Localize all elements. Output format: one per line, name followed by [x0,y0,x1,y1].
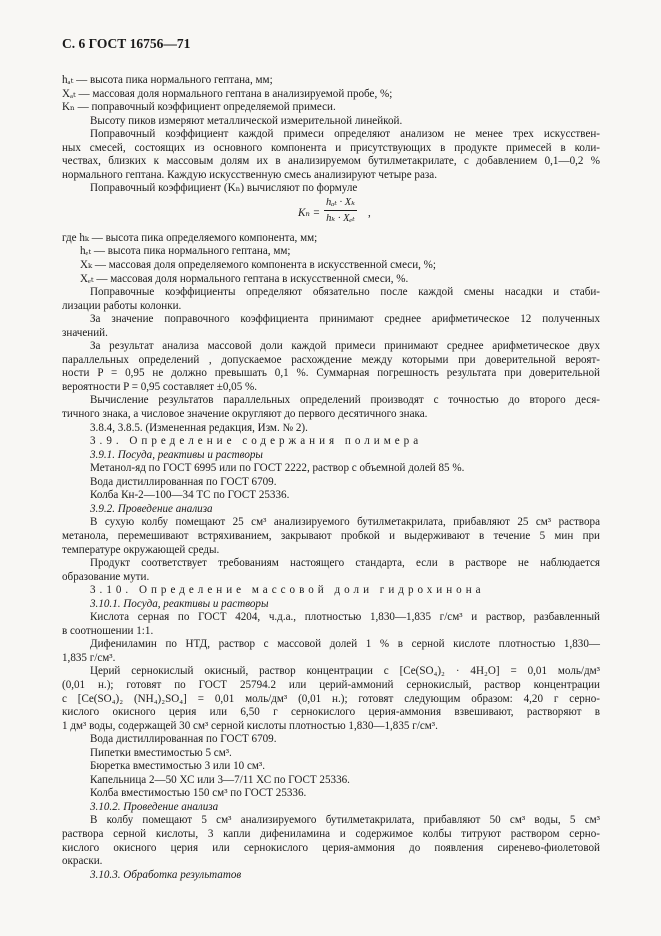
text-line: Поправочные коэффициенты определяют обязательно после каждой смены насадки и стаби- [90,286,600,299]
text-line: 3.9. Определение содержания полимера [90,435,423,448]
text-line: Kₙ — поправочный коэффициент определяемой примеси. [62,101,336,114]
text-line: Колба вместимостью 150 см³ по ГОСТ 25336. [90,787,307,800]
text-line: окраски. [62,855,103,868]
text-line: параллельных определений , допускаемое расхождение между которыми при доверительной вероят- [62,353,600,366]
text-line: Капельница 2—50 ХС или 3—7/11 ХС по ГОСТ 25336. [90,773,350,786]
text-line: (0,01 н.); готовят по ГОСТ 25794.2 или церий-аммоний сернокислый, раствор концентрации [62,678,600,691]
text-line: 3.10. Определение массовой доли гидрохинона [90,584,485,597]
text-line: чествах, близких к массовым долям их в анализируемом бутилметакрилате, с добавлением 0,1—0,2 % [62,155,600,168]
text-line: нормального гептана. Каждую искусственную смесь анализируют четыре раза. [62,168,437,181]
text-line: Продукт соответствует требованиям настоящего стандарта, если в растворе не наблюдается [90,557,600,570]
text-line: в соотношении 1:1. [62,624,154,637]
formula-fraction [324,196,357,226]
text-line: метанола, перемешивают встряхиванием, закрывают пробкой и выдерживают в течение 5 мин при [62,529,600,542]
text-line: Вычисление результатов параллельных определений производят с точностью до второго деся- [90,394,600,407]
formula-denominator: hₖ · Xₑₜ [326,213,355,225]
text-line: 3.10.1. Посуда, реактивы и растворы [90,597,269,610]
text-line: Xₑₜ — массовая доля нормального гептана в искусственной смеси, %. [80,272,409,285]
document-body [62,74,600,882]
text-line: раствора серной кислоты, 3 капли дифениламина и содержимое колбы титруют раствором серно- [62,827,600,840]
text-line: Поправочный коэффициент (Kₙ) вычисляют по формуле [90,182,358,195]
text-line: Метанол-яд по ГОСТ 6995 или по ГОСТ 2222, раствор с объемной долей 85 %. [90,462,465,475]
page-header: С. 6 ГОСТ 16756—71 [62,36,191,51]
formula-numerator: hₐₜ · Xₖ [324,196,357,212]
text-line: лизации работы колонки. [62,299,182,312]
text-line: Пипетки вместимостью 5 см³. [90,746,232,759]
text-line: За результат анализа массовой доли каждой примеси принимают среднее арифметическое двух [90,340,600,353]
text-line: В колбу помещают 5 см³ анализируемого бутилметакрилата, прибавляют 50 см³ воды, 5 см³ [90,814,600,827]
text-line: кислого окисного церия или 6,50 г сернокислого церия-аммония взвешивают, растворяют в [62,706,600,719]
text-line: hₐₜ — высота пика нормального гептана, мм; [62,74,273,86]
text-line: Дифениламин по НТД, раствор с массовой долей 1 % в серной кислоте плотностью 1,830— [90,638,600,651]
formula-lhs: Kₙ = [298,206,321,219]
text-line: Кислота серная по ГОСТ 4204, ч.д.а., плотностью 1,830—1,835 г/см³ и раствор, разбавленный [90,611,600,624]
text-line: тичного знака, а числовое значение округляют до первого десятичного знака. [62,408,428,421]
text-line: В сухую колбу помещают 25 см³ анализируемого бутилметакрилата, прибавляют 25 см³ раствора [90,516,600,529]
text-line: ности P = 0,95 не должно превышать 0,1 %. Суммарная погрешность результата при доверительной [62,367,600,380]
text-line: 1,835 г/см³. [62,651,116,664]
text-line: Xₐₜ — массовая доля нормального гептана в анализируемой пробе, %; [62,87,393,100]
text-line: значений. [62,326,108,339]
text-line: hₑₜ — высота пика нормального гептана, мм; [80,245,291,258]
text-line: c [Ce(SO₄)₂ (NH₄)₂SO₄] = 0,01 моль/дм³ (0,01 н.); готовят следующим образом: 4,20 г серно- [62,692,600,705]
text-line: Церий сернокислый окисный, раствор концентрации c [Ce(SO₄)₂ · 4H₂O] = 0,01 моль/дм³ [90,665,600,678]
text-line: Вода дистиллированная по ГОСТ 6709. [90,733,277,746]
text-line: 3.9.2. Проведение анализа [90,502,213,515]
text-line: Бюретка вместимостью 3 или 10 см³. [90,760,266,773]
text-line: Вода дистиллированная по ГОСТ 6709. [90,475,277,488]
text-line: ных смесей, состоящих из основного компонента и присутствующих в продукте примесей в коли- [62,141,600,154]
text-line: Поправочный коэффициент каждой примеси определяют анализом не менее трех искусствен- [90,128,600,141]
text-line: 1 дм³ воды, содержащей 30 см³ серной кислоты плотностью 1,830—1,835 г/см³. [62,719,438,732]
text-line: 3.9.1. Посуда, реактивы и растворы [90,448,263,461]
text-line: Колба Кн-2—100—34 ТС по ГОСТ 25336. [90,489,290,502]
text-line: вероятности P = 0,95 составляет ±0,05 %. [62,380,258,393]
correction-coefficient-formula [62,196,600,232]
text-line: кислого окисного церия или сернокислого церия-аммония до появления сиренево-фиолетовой [62,841,600,854]
text-line: 3.10.2. Проведение анализа [90,800,219,813]
text-line: 3.8.4, 3.8.5. (Измененная редакция, Изм. № 2). [90,421,308,434]
text-line: Высоту пиков измеряют металлической измерительной линейкой. [90,114,403,127]
text-line: температуре окружающей среды. [62,543,220,556]
text-line: образование мути. [62,570,150,583]
text-line: За значение поправочного коэффициента принимают среднее арифметическое 12 полученных [90,313,600,326]
text-line: Xₖ — массовая доля определяемого компонента в искусственной смеси, %; [80,259,437,272]
text-line: где hₖ — высота пика определяемого компонента, мм; [62,231,318,244]
formula-comma: , [368,206,371,219]
text-line: 3.10.3. Обработка результатов [90,868,242,881]
